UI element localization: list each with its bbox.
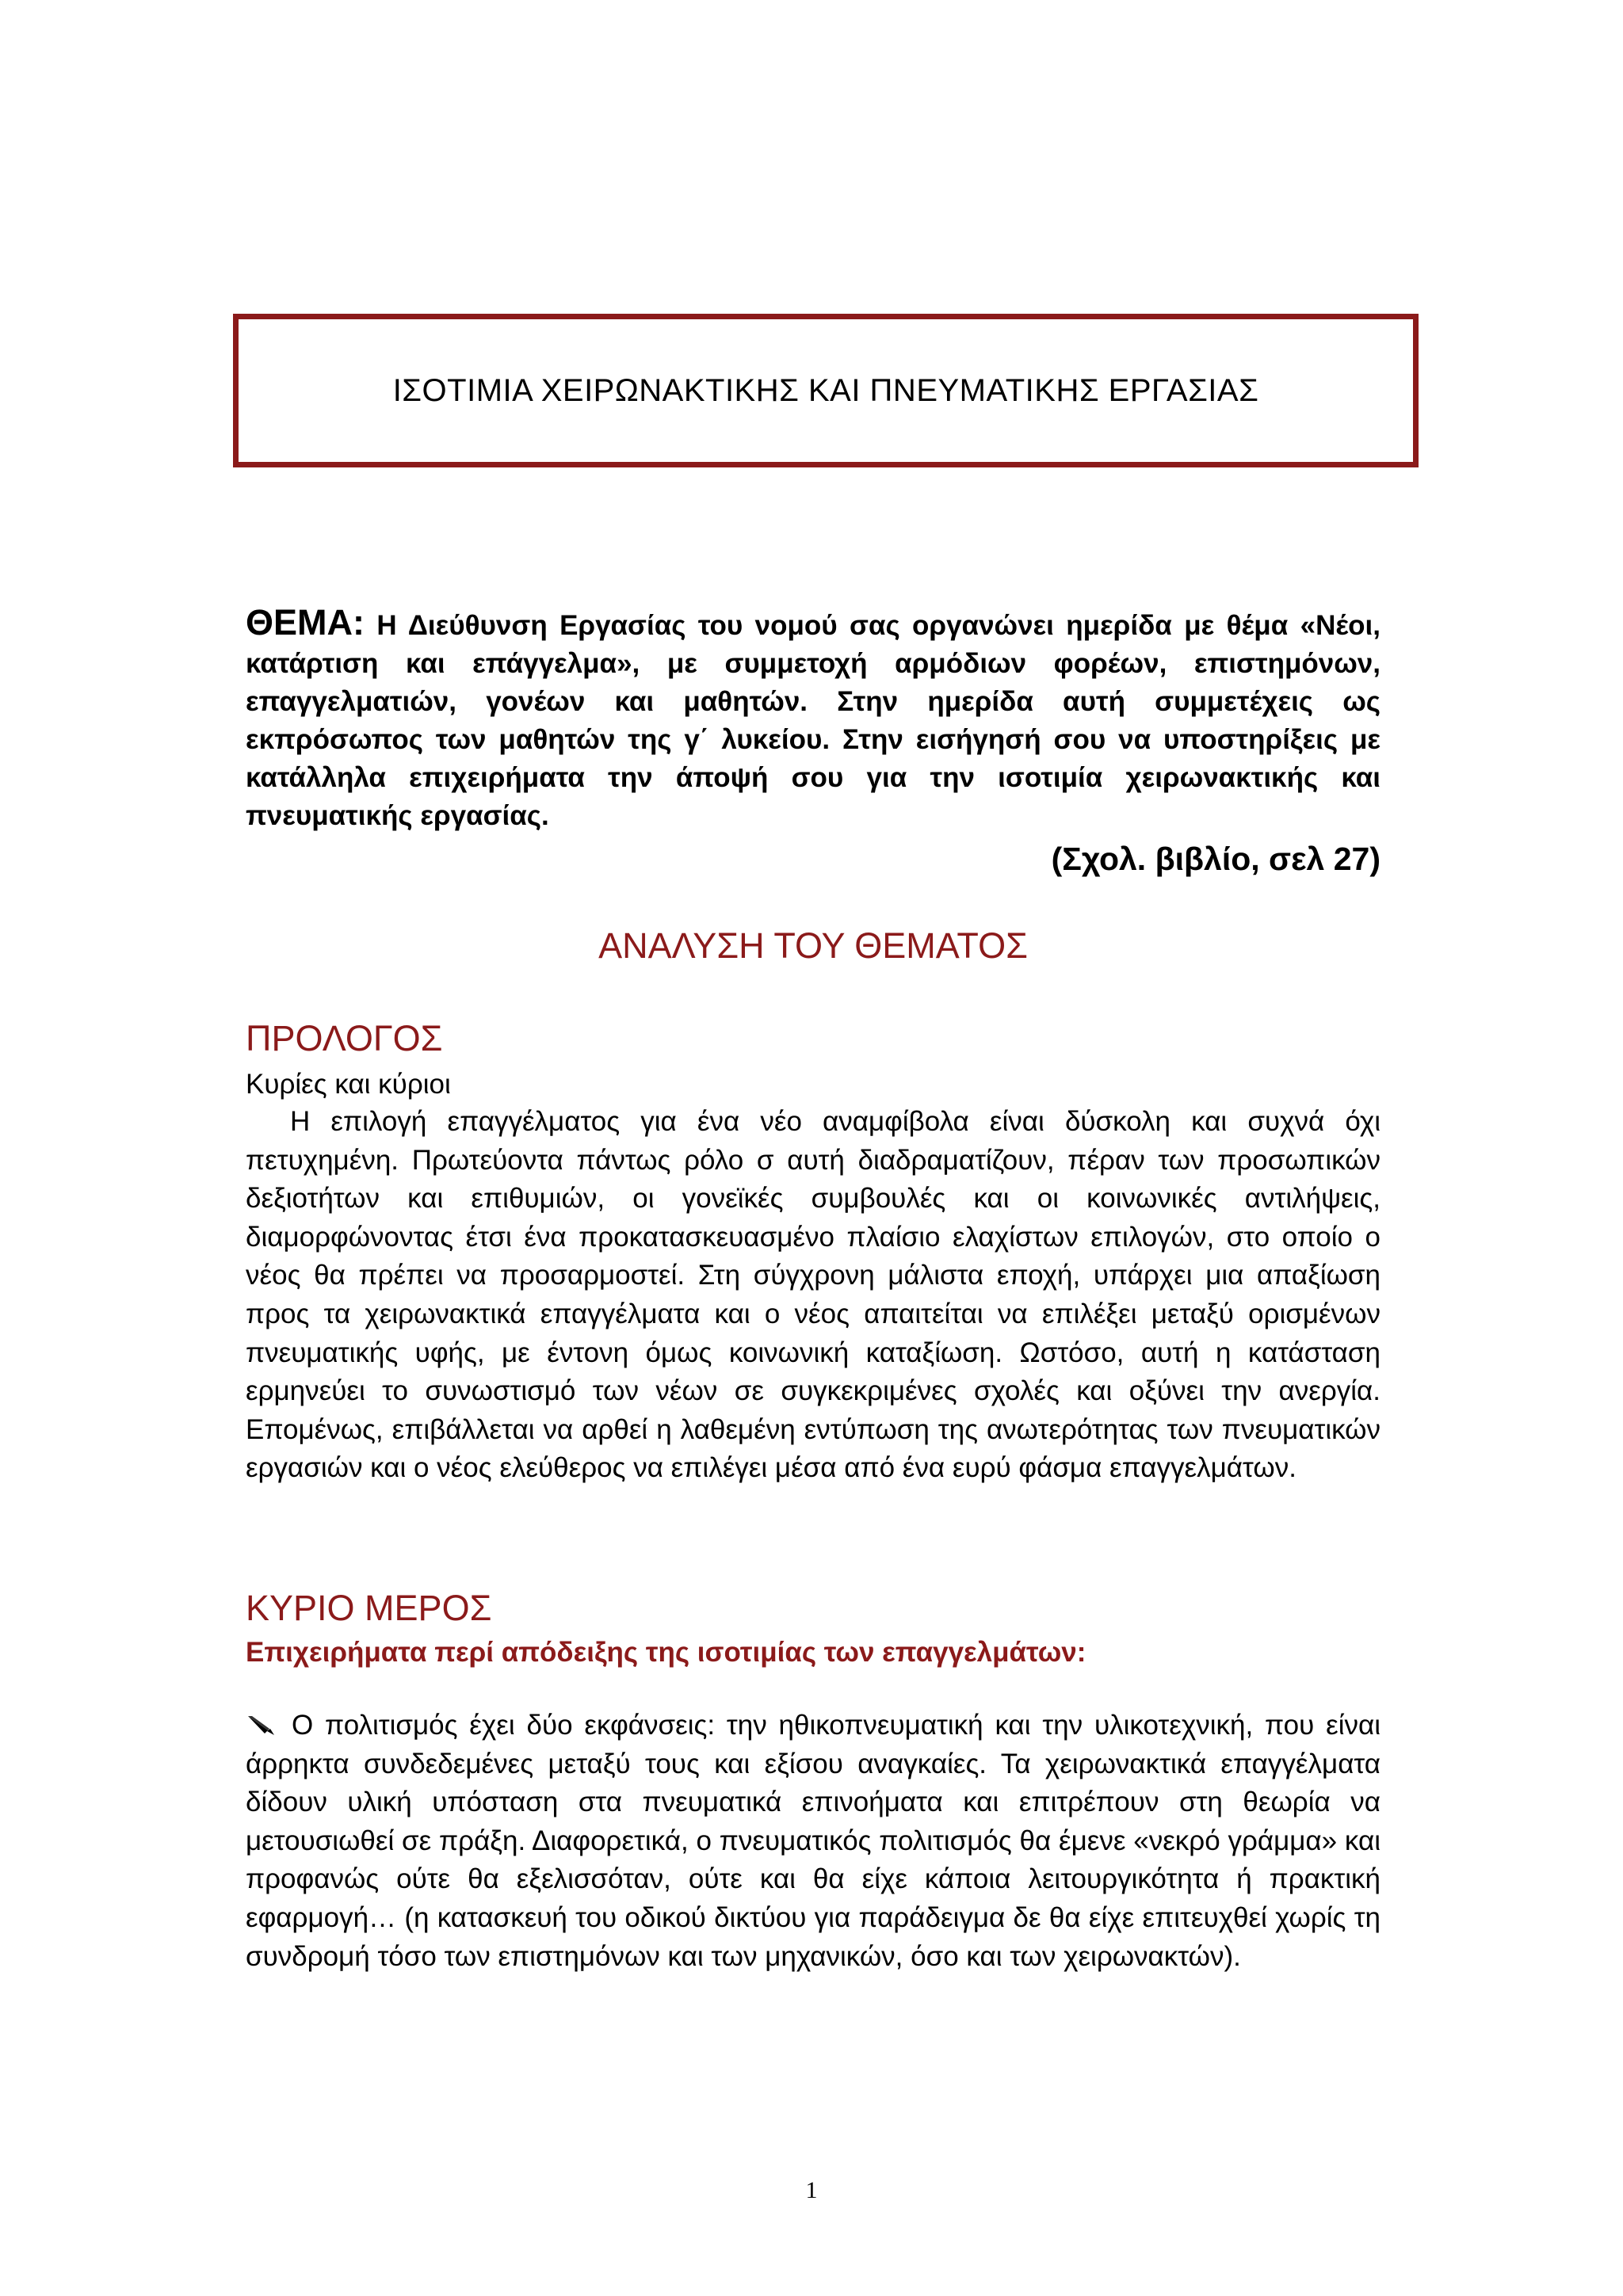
theme-text: Η Διεύθυνση Εργασίας του νομού σας οργανώνει ημερίδα με θέμα «Νέοι, κατάρτιση και επάγγελμα», με συμμετοχή αρμόδιων φορέων, επιστημόνων, επαγγελματιών, γονέων και μαθητών. Στην ημερίδα αυτή συμμετέχεις ως εκπρόσωπος των μαθητών της γ΄ λυκείου. Στην εισήγησή σου να υποστηρίξεις με κατάλληλα επιχειρήματα την άποψή σου για την ισοτιμία χειρωνακτικής και πνευματικής εργασίας. — [246, 610, 1381, 831]
prologue-paragraph: Η επιλογή επαγγέλματος για ένα νέο αναμφίβολα είναι δύσκολη και συχνά όχι πετυχημένη. Πρωτεύοντα πάντως ρόλο σ αυτή διαδραματίζουν, πέραν των προσωπικών δεξιοτήτων και επιθυμιών, οι γονεϊκές συμβουλές και οι κοινωνικές αντιλήψεις, διαμορφώνοντας έτσι ένα προκατασκευασμένο πλαίσιο ελαχίστων επιλογών, στο οποίο ο νέος θα πρέπει να προσαρμοστεί. Στη σύγχρονη μάλιστα εποχή, υπάρχει μια απαξίωση προς τα χειρωνακτικά επαγγέλματα και ο νέος απαιτείται να επιλέξει μεταξύ ορισμένων πνευματικής υφής, με έντονη όμως κοινωνική καταξίωση. Ωστόσο, αυτή η κατάσταση ερμηνεύει το συνωστισμό των νέων σε συγκεκριμένες σχολές και οξύνει την ανεργία. Επομένως, επιβάλλεται να αρθεί η λαθεμένη εντύπωση της ανωτερότητας των πνευματικών εργασιών και ο νέος ελεύθερος να επιλέγει μέσα από ένα ευρύ φάσμα επαγγελμάτων. — [246, 1106, 1381, 1484]
page-number: 1 — [805, 2177, 818, 2203]
analysis-heading: ΑΝΑΛΥΣΗ ΤΟΥ ΘΕΜΑΤΟΣ — [598, 925, 1028, 966]
greeting: Κυρίες και κύριοι — [246, 1069, 451, 1100]
title-box — [233, 314, 1419, 467]
main-paragraph-text: Ο πολιτισμός έχει δύο εκφάνσεις: την ηθικοπνευματική και την υλικοτεχνική, που είναι άρρηκτα συνδεδεμένες μεταξύ τους και εξίσου αναγκαίες. Τα χειρωνακτικά επαγγέλματα δίδουν υλική υπόσταση στα πνευματικά επινοήματα και επιτρέπουν στη θεωρία να μετουσιωθεί σε πράξη. Διαφορετικά, ο πνευματικός πολιτισμός θα έμενε «νεκρό γράμμα» και προφανώς ούτε θα εξελισσόταν, ούτε και θα είχε κάποια λειτουργικότητα ή πρακτική εφαρμογή… (η κατασκευή του οδικού δικτύου για παράδειγμα δε θα είχε επιτευχθεί χωρίς τη συνδρομή τόσο των επιστημόνων και των μηχανικών, όσο και των χειρωνακτών). — [246, 1710, 1381, 1972]
main-heading: ΚΥΡΙΟ ΜΕΡΟΣ — [246, 1588, 492, 1628]
main-subheading: Επιχειρήματα περί απόδειξης της ισοτιμίας των επαγγελμάτων: — [246, 1637, 1086, 1668]
theme-label: ΘΕΜΑ: — [246, 602, 365, 643]
main-paragraph — [246, 1707, 1381, 1976]
pen-icon — [246, 1709, 277, 1733]
prologue-heading: ΠΡΟΛΟΓΟΣ — [246, 1018, 443, 1058]
theme-block — [246, 604, 1381, 881]
source-reference: (Σχολ. βιβλίο, σελ 27) — [1051, 841, 1381, 877]
document-title: ΙΣΟΤΙΜΙΑ ΧΕΙΡΩΝΑΚΤΙΚΗΣ ΚΑΙ ΠΝΕΥΜΑΤΙΚΗΣ ΕΡΓΑΣΙΑΣ — [392, 372, 1259, 408]
